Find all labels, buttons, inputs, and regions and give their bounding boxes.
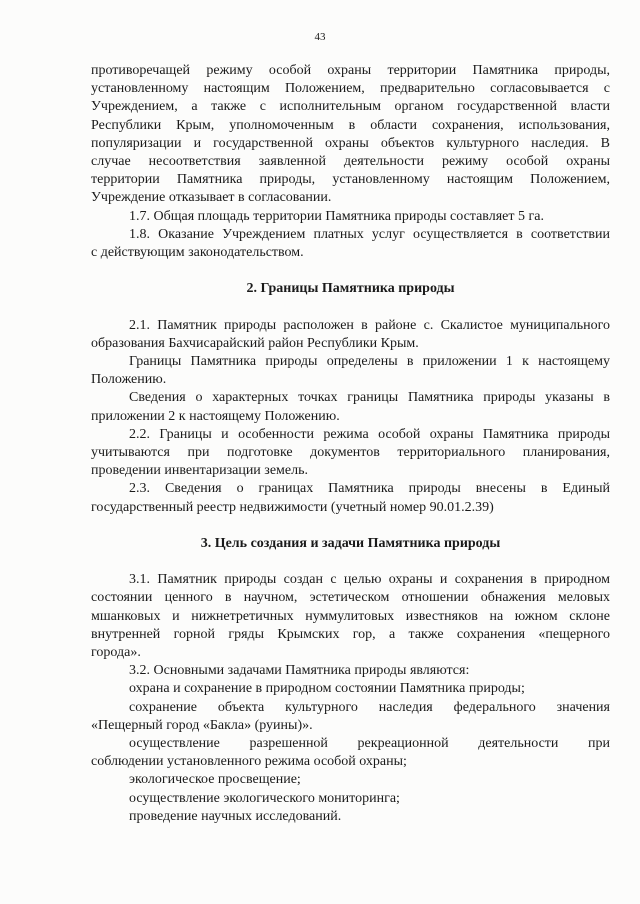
text-line: состоянии ценного в научном, эстетическом отношении обнажения меловых — [91, 590, 610, 606]
text-line: Границы Памятника природы определены в приложении 1 к настоящему — [129, 354, 610, 369]
text-line: установленному настоящим Положением, предварительно согласовывается с — [91, 81, 610, 97]
text-line: Учреждение отказывает в согласовании. — [91, 190, 332, 206]
paragraph-1-7: 1.7. Общая площадь территории Памятника природы составляет 5 га. — [129, 208, 544, 224]
text-line: внутренней горной гряды Крымских гор, а также сохранения «пещерного — [91, 626, 610, 642]
text-line: мшанковых и нижнетретичных нуммулитовых известняков на южном склоне — [91, 608, 610, 624]
text-line: 2.3. Сведения о границах Памятника природы внесены в Единый — [129, 481, 610, 497]
section-2-heading: 2. Границы Памятника природы — [246, 281, 455, 297]
task-item: экологическое просвещение; — [129, 772, 301, 788]
text-line: противоречащей режиму особой охраны территории Памятника природы, — [91, 63, 610, 78]
text-line: учитываются при подготовке документов территориального планирования, — [91, 444, 610, 460]
task-item: охрана и сохранение в природном состоянии Памятника природы; — [129, 681, 525, 697]
text-line: популяризации и государственной охраны объектов культурного наследия. В — [91, 135, 610, 151]
paragraph-intro — [91, 62, 610, 208]
task-item: осуществление экологического мониторинга; — [129, 790, 400, 806]
paragraph-3-2: 3.2. Основными задачами Памятника природы являются: — [129, 663, 470, 679]
text-line: Республики Крым, уполномоченным в области сохранения, использования, — [91, 117, 610, 133]
paragraph-3-1 — [91, 571, 610, 662]
document-body — [91, 62, 610, 826]
text-line: Учреждением, а также с исполнительным органом государственной власти — [91, 99, 610, 115]
section-3-heading: 3. Цель создания и задачи Памятника природы — [200, 535, 501, 551]
paragraph-2-3 — [91, 480, 610, 516]
text-line: Положению. — [91, 372, 167, 388]
paragraph-2-1-points — [91, 389, 610, 425]
text-line: приложении 2 к настоящему Положению. — [91, 408, 340, 424]
text-line: образования Бахчисарайский район Республики Крым. — [91, 335, 419, 351]
text-line: 2.1. Памятник природы расположен в районе с. Скалистое муниципального — [129, 317, 610, 333]
paragraph-2-1-borders — [91, 353, 610, 389]
text-line: осуществление разрешенной рекреационной деятельности при — [129, 735, 610, 751]
text-line: государственный реестр недвижимости (учетный номер 90.01.2.39) — [91, 499, 494, 515]
task-item: проведение научных исследований. — [129, 808, 342, 824]
text-line: территории Памятника природы, установленному настоящим Положением, — [91, 172, 610, 188]
text-line: «Пещерный город «Бакла» (руины)». — [91, 717, 313, 733]
text-line: сохранение объекта культурного наследия федерального значения — [129, 699, 610, 715]
text-line: соблюдении установленного режима особой охраны; — [91, 754, 407, 770]
paragraph-2-1 — [91, 317, 610, 353]
text-line: города». — [91, 645, 141, 660]
text-line: проведении инвентаризации земель. — [91, 463, 308, 479]
task-item — [91, 735, 610, 771]
paragraph-2-2 — [91, 426, 610, 481]
page-number: 43 — [314, 31, 326, 43]
text-line: с действующим законодательством. — [91, 244, 304, 260]
text-line: случае несоответствия заявленной деятельности режиму особой охраны — [91, 153, 610, 169]
text-line: 2.2. Границы и особенности режима особой охраны Памятника природы — [129, 426, 610, 442]
paragraph-1-8 — [91, 226, 610, 262]
text-line: Сведения о характерных точках границы Памятника природы указаны в — [129, 390, 610, 406]
text-line: 3.1. Памятник природы создан с целью охраны и сохранения в природном — [129, 572, 610, 588]
task-item — [91, 699, 610, 735]
text-line: 1.8. Оказание Учреждением платных услуг осуществляется в соответствии — [129, 226, 610, 242]
